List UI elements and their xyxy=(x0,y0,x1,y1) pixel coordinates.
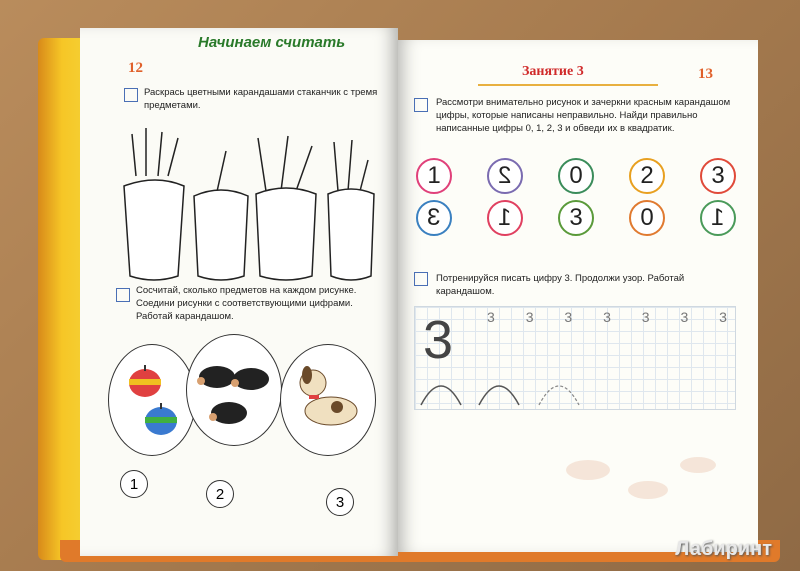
digit-circle xyxy=(416,200,452,236)
right-page xyxy=(398,40,758,552)
picture-circle-tops xyxy=(108,344,196,456)
trace-digit: 3 xyxy=(641,309,650,325)
left-page-number: 12 xyxy=(128,60,143,76)
big-digit: 3 xyxy=(423,310,454,370)
digit-text: 1 xyxy=(711,204,725,231)
digit-text: 3 xyxy=(569,204,583,231)
digit-circle xyxy=(700,200,736,236)
left-task-2: Сосчитай, сколько предметов на каждом рисунке. Соедини рисунки с соответствующими цифрами. Работай карандашом. xyxy=(136,285,357,322)
trace-digit: 3 xyxy=(680,309,689,325)
picture-circle-hedgehogs xyxy=(186,334,282,446)
digit-circle xyxy=(629,158,665,194)
trace-digit: 3 xyxy=(564,309,573,325)
counting-icon xyxy=(116,288,130,302)
digit-circle xyxy=(416,158,452,194)
digit-text: 2 xyxy=(498,162,512,189)
trace-digits xyxy=(487,309,727,325)
arc-pattern xyxy=(419,369,599,409)
digit-circle xyxy=(558,200,594,236)
trace-digit: 3 xyxy=(487,309,495,325)
digits-row-1 xyxy=(416,158,736,194)
answer-circle-3: 3 xyxy=(326,488,354,516)
right-page-number: 13 xyxy=(698,66,713,82)
hedgehog-icon xyxy=(187,335,281,445)
digit-text: 2 xyxy=(640,162,654,189)
pencil-icon xyxy=(124,88,138,102)
pencil-icon xyxy=(414,98,428,112)
digit-circle xyxy=(558,158,594,194)
answer-circle-1: 1 xyxy=(120,470,148,498)
cups-illustration xyxy=(116,116,376,291)
labirint-watermark: Лабиринт xyxy=(675,538,772,560)
picture-circle-dog xyxy=(280,344,376,456)
digit-text: 0 xyxy=(640,204,654,231)
pencil-icon xyxy=(414,272,428,286)
digit-text: 1 xyxy=(427,162,441,189)
left-task-1: Раскрась цветными карандашами стаканчик с тремя предметами. xyxy=(144,87,378,111)
digit-text: 0 xyxy=(569,162,583,189)
faded-fish-decoration xyxy=(558,440,738,530)
right-page-header: Занятие 3 xyxy=(522,64,584,79)
trace-digit: 3 xyxy=(603,309,611,325)
dog-icon xyxy=(281,345,375,455)
digits-row-2 xyxy=(416,200,736,236)
digit-text: 1 xyxy=(498,204,512,231)
answer-circle-2: 2 xyxy=(206,480,234,508)
digit-text: 3 xyxy=(427,204,441,231)
trace-digit: 3 xyxy=(719,309,727,325)
digit-text: 3 xyxy=(711,162,725,189)
digit-circle xyxy=(629,200,665,236)
trace-digit: 3 xyxy=(525,309,534,325)
digit-circle xyxy=(487,200,523,236)
writing-grid xyxy=(414,306,736,410)
right-task-2: Потренируйся писать цифру 3. Продолжи узор. Работай карандашом. xyxy=(436,273,685,297)
right-task-1: Рассмотри внимательно рисунок и зачеркни красным карандашом цифры, которые написаны неправильно. Найди правильно написанные цифры 0, 1, 2, 3 и обведи их в квадратик. xyxy=(436,97,731,134)
left-page-header: Начинаем считать xyxy=(198,34,346,51)
header-underline xyxy=(478,84,658,86)
digit-circle xyxy=(700,158,736,194)
digit-circle xyxy=(487,158,523,194)
spinning-top-icon xyxy=(109,345,195,455)
left-page xyxy=(80,28,398,556)
